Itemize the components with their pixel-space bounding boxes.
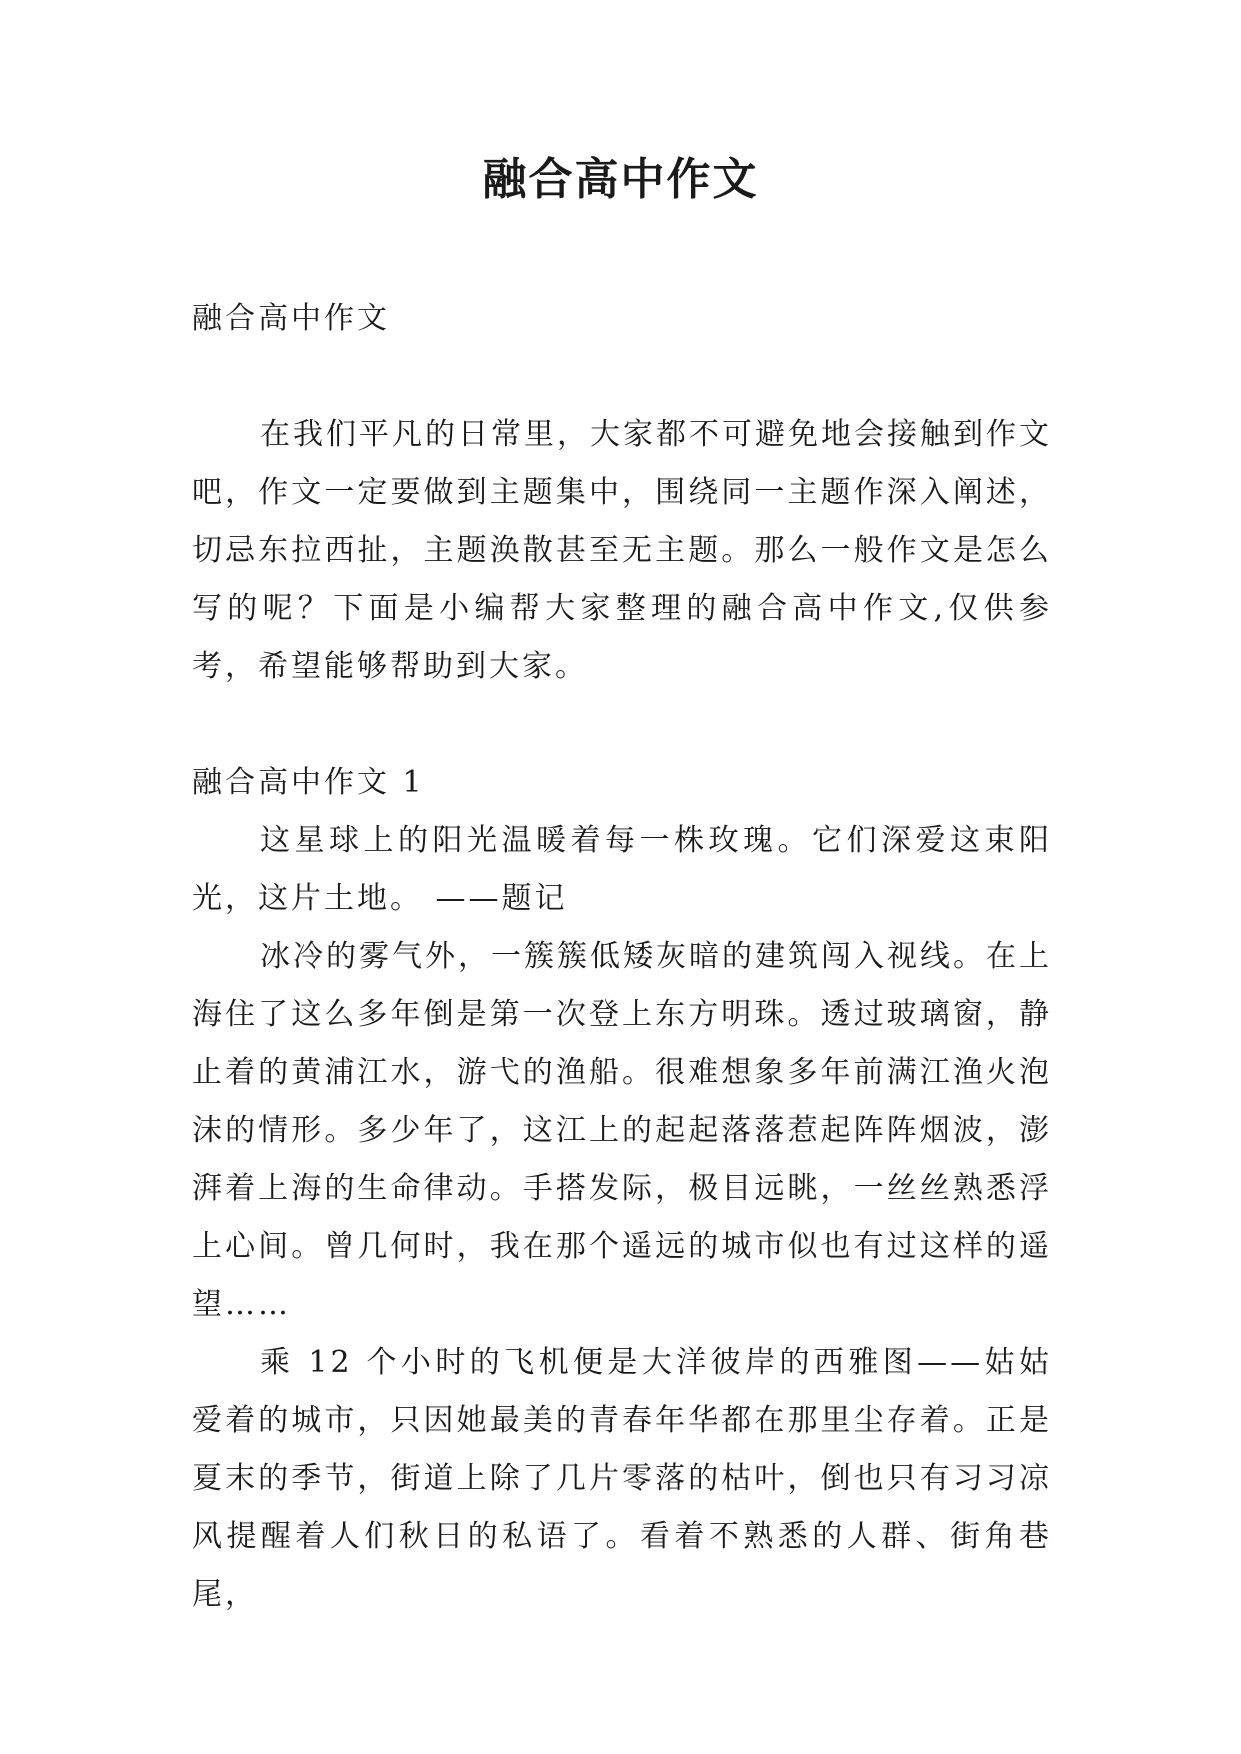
intro-paragraph: 在我们平凡的日常里，大家都不可避免地会接触到作文吧，作文一定要做到主题集中，围绕同一主题作深入阐述，切忌东拉西扯，主题涣散甚至无主题。那么一般作文是怎么写的呢？下面是小编帮大家整理的融合高中作文,仅供参考，希望能够帮助到大家。 (192, 417, 1052, 684)
document-title: 融合高中作文 (482, 154, 759, 205)
spacer (192, 348, 1052, 406)
body-paragraph: 乘 12 个小时的飞机便是大洋彼岸的西雅图——姑姑爱着的城市，只因她最美的青春年华都在那里尘存着。正是夏末的季节，街道上除了几片零落的枯叶，倒也只有习习凉风提醒着人们秋日的私语了。看着不熟悉的人群、街角巷尾， (192, 1345, 1052, 1612)
body-paragraph: 冰冷的雾气外，一簇簇低矮灰暗的建筑闯入视线。在上海住了这么多年倒是第一次登上东方明珠。透过玻璃窗，静止着的黄浦江水，游弋的渔船。很难想象多年前满江渔火泡沫的情形。多少年了，这江上的起起落落惹起阵阵烟波，澎湃着上海的生命律动。手搭发际，极目远眺，一丝丝熟悉浮上心间。曾几何时，我在那个遥远的城市似也有过这样的遥望…… (192, 939, 1052, 1322)
spacer (192, 696, 1052, 754)
body-paragraph: 这星球上的阳光温暖着每一株玫瑰。它们深爱这束阳光，这片土地。 ——题记 (192, 823, 1052, 916)
section-heading: 融合高中作文 1 (192, 765, 425, 800)
document-subtitle: 融合高中作文 (192, 301, 390, 336)
document-body (192, 290, 1052, 1624)
